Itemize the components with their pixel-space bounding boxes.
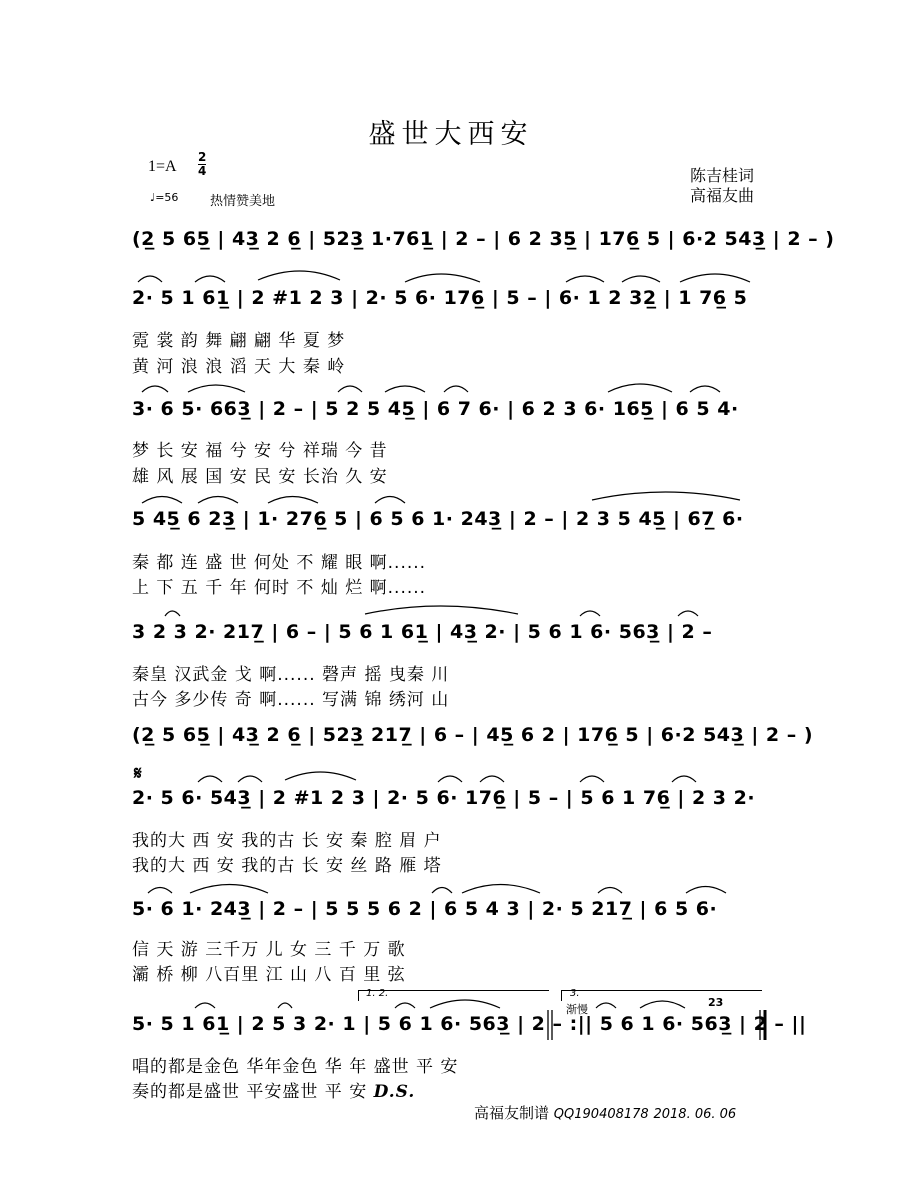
slur-arc [690,386,720,392]
lyric-row-2a: 霓 裳 韵 舞 翩 翩 华 夏 梦 [132,331,346,351]
score-row-5: 3 2 3 2· 217̲ | 6 – | 5 6 1 61̲ | 43̲ 2· | 5 6 1 6· 563̲ | 2 – [132,621,713,643]
slur-arc [640,1001,685,1008]
slur-arc [165,611,180,616]
slur-arc [395,1003,415,1008]
lyric-row-5a: 秦皇 汉武金 戈 啊...... 磬声 摇 曳秦 川 [132,665,450,685]
lyric-row-9a: 唱的都是金色 华年金色 华 年 盛世 平 安 [132,1057,459,1077]
slur-arc [285,772,356,780]
segno-sign: 𝄋 [134,763,142,784]
slur-arc [680,274,750,282]
slur-arc [385,386,425,392]
volta-label-1: 1. 2. [366,988,389,999]
slur-arc [142,497,182,504]
arranger-name: 高福友制谱 [474,1104,550,1122]
slur-arc [198,497,238,504]
lyric-row-2b: 黄 河 浪 浪 滔 天 大 秦 岭 [132,357,346,377]
slur-arc [608,384,672,392]
slur-arc [622,276,660,282]
slur-arc [596,1003,616,1008]
slur-arc [375,497,405,504]
slur-arc [480,776,504,782]
slur-arc [405,274,480,282]
slur-arc [430,1000,500,1008]
slur-arc [580,776,604,782]
lyric-row-7b: 我的大 西 安 我的古 长 安 丝 路 雁 塔 [132,856,442,876]
dal-segno-marking: D.S. [373,1082,416,1102]
footer-date: 2018. 06. 06 [653,1107,737,1122]
slur-arc [672,776,696,782]
volta-label-2: 3. [570,988,580,999]
slur-arc [598,888,622,894]
grace-notes: 23 [708,996,724,1009]
lyric-row-3b: 雄 风 展 国 安 民 安 长治 久 安 [132,467,388,487]
slur-arc [195,276,225,282]
slur-arc [278,1003,292,1008]
slur-arc [678,611,698,616]
score-row-9: 5· 5 1 61̲ | 2 5 3 2· 1 | 5 6 1 6· 563̲ | 2 – :|| 5 6 1 6· 563̲ | 2 – || [132,1013,807,1035]
slur-arc [438,776,462,782]
lyric-row-4b: 上 下 五 千 年 何时 不 灿 烂 啊...... [132,578,427,598]
lyric-row-3a: 梦 长 安 福 兮 安 兮 祥瑞 今 昔 [132,441,388,461]
score-row-3: 3· 6 5· 663̲ | 2 – | 5 2 5 45̲ | 6 7 6· | 6 2 3 6· 165̲ | 6 5 4· [132,398,739,420]
slur-arc [258,271,340,280]
score-row-4: 5 45̲ 6 23̲ | 1· 276̲ 5 | 6 5 6 1· 243̲ | 2 – | 2 3 5 45̲ | 67̲ 6· [132,508,744,530]
score-row-1: (2̲ 5 65̲ | 43̲ 2 6̲ | 523̲ 1·761̲ | 2 – | 6 2 35̲ | 176̲ 5 | 6·2 543̲ | 2 – ) [132,228,835,250]
slur-arc [268,497,318,504]
composer: 高福友曲 [689,186,754,205]
slur-arc [580,611,600,616]
slur-arc [148,888,172,894]
lyric-row-8a: 信 天 游 三千万 儿 女 三 千 万 歌 [132,940,406,960]
slur-arc [138,276,162,282]
lyric-row-5b: 古今 多少传 奇 啊...... 写满 锦 绣河 山 [132,690,450,710]
slur-arc [566,276,604,282]
lyric-row-7a: 我的大 西 安 我的古 长 安 秦 腔 眉 户 [132,831,442,851]
slur-arc [195,1003,215,1008]
key-signature: 1=A [148,158,177,175]
slur-arc [432,888,452,894]
qq-number: QQ190408178 [553,1107,649,1122]
time-signature: $\frac{2}{4}$ [198,150,207,178]
slur-arc [142,386,168,392]
slur-arc [365,606,518,614]
score-row-8: 5· 6 1· 243̲ | 2 – | 5 5 5 6 2 | 6 5 4 3 | 2· 5 217̲ | 6 5 6· [132,898,718,920]
lyricist: 陈吉桂词 [689,166,754,185]
score-row-2: 2· 5 1 61̲ | 2 #1 2 3 | 2· 5 6· 176̲ | 5 – | 6· 1 2 32̲ | 1 76̲ 5 [132,287,748,309]
expression-marking: 热情赞美地 [210,194,276,209]
slur-arc [238,776,262,782]
slur-arc [444,386,468,392]
slur-arc [686,887,726,894]
tempo-marking: ♩=56 [150,191,179,204]
slur-arc [198,776,222,782]
lyric-row-4a: 秦 都 连 盛 世 何处 不 耀 眼 啊...... [132,553,427,573]
score-row-7: 2· 5 6· 543̲ | 2 #1 2 3 | 2· 5 6· 176̲ | 5 – | 5 6 1 76̲ | 2 3 2· [132,787,756,809]
ritardando-marking: 渐慢 [566,1003,588,1016]
lyric-row-9b: 奏的都是盛世 平安盛世 平 安 D.S. [132,1082,416,1102]
lyric-row-8b: 灞 桥 柳 八百里 江 山 八 百 里 弦 [132,965,406,985]
slur-arc [462,885,540,894]
slur-arc [190,885,268,894]
slur-arc [188,385,245,392]
score-row-6: (2̲ 5 65̲ | 43̲ 2 6̲ | 523̲ 217̲ | 6 – | 45̲ 6 2 | 176̲ 5 | 6·2 543̲ | 2 – ) [132,724,814,746]
page-title: 盛世大西安 [368,119,534,150]
slur-arc [592,492,740,500]
slur-arc [338,386,362,392]
